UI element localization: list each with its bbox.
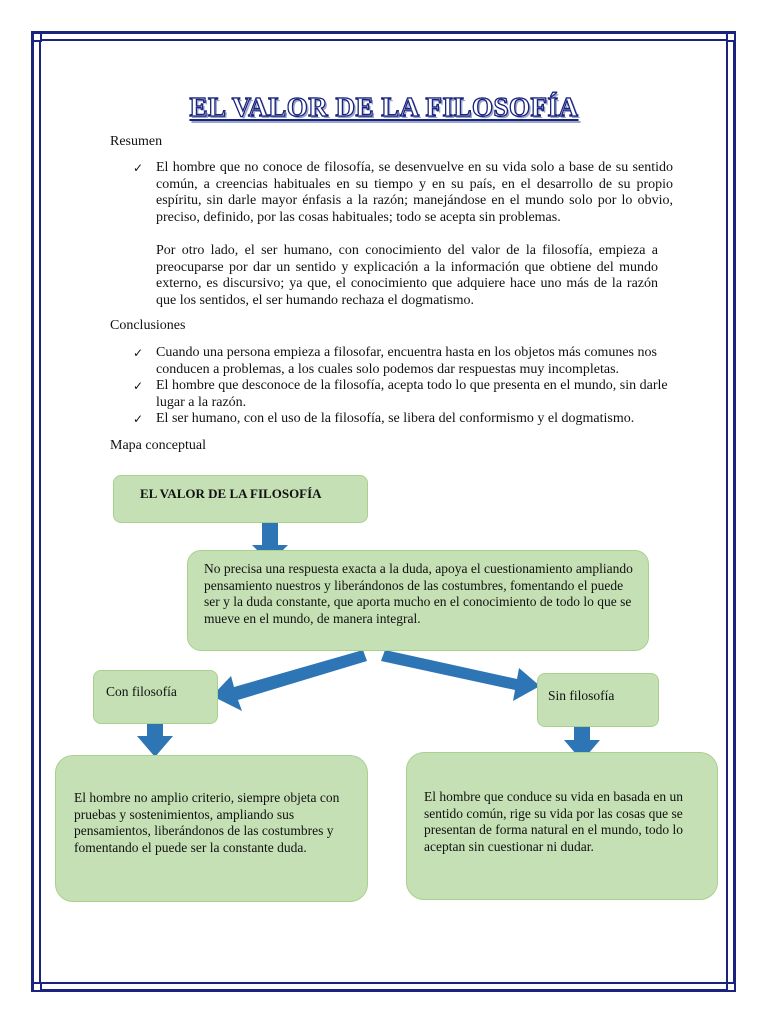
concept-middle-text: No precisa una respuesta exacta a la duda, apoya el cuestionamiento ampliando pensamiento nuestros y liberándonos de las costumbres, fomentando el puede ser y la duda constante, que aporta mucho en el conocimiento de todo lo que se mueve en el mundo, de manera integral. xyxy=(204,561,633,626)
resumen-paragraph: Por otro lado, el ser humano, con conocimiento del valor de la filosofía, empieza a preocuparse por dar un sentido y explicación a la información que obtiene del mundo externo, es discursivo; ya que, el conocimiento que adquiere hace uno más de la razón que los sentidos, el ser humando rechaza el dogmatismo. xyxy=(156,243,658,308)
concept-right-detail: El hombre que conduce su vida en basada en un sentido común, rige su vida por las cosas que se presentan de forma natural en el mundo, todo lo aceptan sin cuestionar ni dudar. xyxy=(424,789,684,854)
concept-root-label: EL VALOR DE LA FILOSOFÍA xyxy=(140,486,322,501)
concept-middle-box xyxy=(187,550,649,651)
arrow-diagonal-left xyxy=(212,650,367,711)
concept-left-label: Con filosofía xyxy=(106,684,177,699)
concept-left-label-box xyxy=(93,670,218,724)
mapa-heading: Mapa conceptual xyxy=(110,438,207,453)
concept-left-detail: El hombre no amplio criterio, siempre objeta con pruebas y sostenimientos, ampliando sus pensamientos, liberándonos de las costumbres y fomentando el puede ser la constante duda. xyxy=(74,790,340,855)
check-icon: ✓ xyxy=(133,412,144,426)
document-title: EL VALOR DE LA FILOSOFÍA xyxy=(189,92,579,122)
concept-right-detail-box xyxy=(406,752,718,900)
check-icon: ✓ xyxy=(133,379,144,393)
resumen-item-text: El hombre que no conoce de filosofía, se desenvuelve en su vida solo a base de su sentido común, a creencias habituales en su tiempo y en su país, en el desarrollo de su propio espíritu, sin darle mayor énfasis a la razón; manejándose en el mundo solo por lo obvio, preciso, definido, por las cosas habituales; todo se acepta sin problemas. xyxy=(156,160,673,225)
concept-right-label: Sin filosofía xyxy=(548,688,615,703)
check-icon: ✓ xyxy=(133,346,144,360)
check-icon: ✓ xyxy=(133,161,144,175)
conclusion-item-text: El ser humano, con el uso de la filosofía, se libera del conformismo y el dogmatismo. xyxy=(156,411,635,426)
concept-right-label-box xyxy=(537,673,659,727)
concept-left-detail-box xyxy=(55,755,368,902)
concept-root-box xyxy=(113,475,368,523)
conclusion-item-text: El hombre que desconoce de la filosofía, acepta todo lo que presenta en el mundo, sin darle lugar a la razón. xyxy=(156,378,668,410)
conclusion-item-text: Cuando una persona empieza a filosofar, encuentra hasta en los objetos más comunes nos conducen a problemas, a los cuales solo podemos dar respuestas muy incompletas. xyxy=(156,345,657,377)
resumen-heading: Resumen xyxy=(110,134,163,149)
arrow-diagonal-right xyxy=(381,650,540,701)
conclusiones-heading: Conclusiones xyxy=(110,318,186,333)
